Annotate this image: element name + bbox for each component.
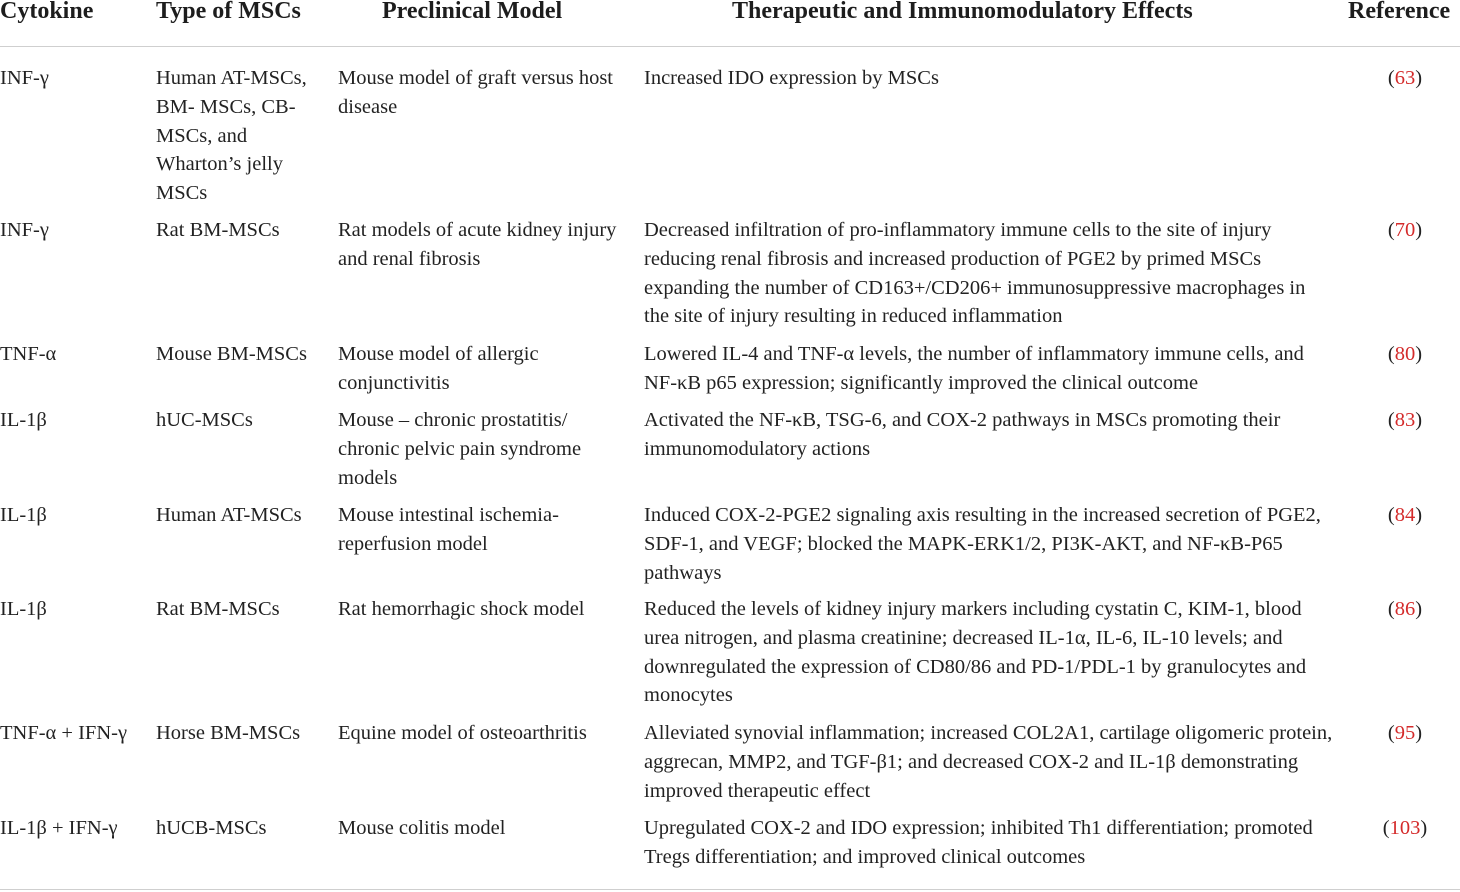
table-row xyxy=(0,340,1460,406)
model-cell: Equine model of osteoarthritis xyxy=(338,722,587,744)
table-row xyxy=(0,216,1460,340)
reference-cell: (84) xyxy=(1387,504,1423,526)
msc-type-cell: hUCB-MSCs xyxy=(156,817,267,839)
cytokine-cell: IL-1β + IFN-γ xyxy=(0,817,118,839)
effects-cell: Activated the NF-κB, TSG-6, and COX-2 pathways in MSCs promoting their immunomodulatory actions xyxy=(644,409,1281,460)
table-row xyxy=(0,406,1460,501)
reference-cell: (95) xyxy=(1387,722,1423,744)
msc-type-cell: Rat BM-MSCs xyxy=(156,219,280,241)
msc-type-cell: Horse BM-MSCs xyxy=(156,722,301,744)
table-header xyxy=(0,0,1460,47)
reference-link[interactable]: 86 xyxy=(1394,598,1416,620)
effects-cell: Upregulated COX-2 and IDO expression; inhibited Th1 differentiation; promoted Tregs differentiation; and improved clinical outcomes xyxy=(644,817,1313,868)
header-reference: Reference xyxy=(1348,0,1451,24)
cytokine-cell: INF-γ xyxy=(0,219,49,241)
effects-cell: Decreased infiltration of pro-inflammatory immune cells to the site of injury reducing renal fibrosis and increased production of PGE2 by primed MSCs expanding the number of CD163+/CD206+ immunosuppressive macrophages in the site of injury resulting in reduced inflammation xyxy=(644,219,1306,328)
cytokine-cell: TNF-α + IFN-γ xyxy=(0,722,128,744)
reference-link[interactable]: 80 xyxy=(1394,343,1416,365)
effects-cell: Increased IDO expression by MSCs xyxy=(644,67,939,89)
model-cell: Rat hemorrhagic shock model xyxy=(338,598,585,620)
model-cell: Mouse model of graft versus host disease xyxy=(338,67,613,118)
msc-type-cell: hUC-MSCs xyxy=(156,409,253,431)
model-cell: Mouse colitis model xyxy=(338,817,506,839)
table-bottom-rule xyxy=(0,889,1460,890)
table-row xyxy=(0,595,1460,719)
header-cytokine: Cytokine xyxy=(0,0,94,24)
effects-cell: Reduced the levels of kidney injury markers including cystatin C, KIM-1, blood urea nitrogen, and plasma creatinine; decreased IL-1α, IL-6, IL-10 levels; and downregulated the expression of CD80/86 and PD-1/PDL-1 by granulocytes and monocytes xyxy=(644,598,1307,707)
table-row xyxy=(0,501,1460,595)
reference-cell: (103) xyxy=(1382,817,1428,839)
reference-link[interactable]: 83 xyxy=(1394,409,1416,431)
reference-link[interactable]: 63 xyxy=(1394,67,1416,89)
reference-cell: (83) xyxy=(1387,409,1423,431)
cytokine-cell: TNF-α xyxy=(0,343,57,365)
cytokine-cell: IL-1β xyxy=(0,598,47,620)
model-cell: Mouse intestinal ischemia-reperfusion model xyxy=(338,504,559,555)
table-row xyxy=(0,719,1460,814)
effects-cell: Alleviated synovial inflammation; increased COL2A1, cartilage oligomeric protein, aggrecan, MMP2, and TGF-β1; and decreased COX-2 and IL-1β demonstrating improved therapeutic effect xyxy=(644,722,1333,802)
effects-cell: Lowered IL-4 and TNF-α levels, the number of inflammatory immune cells, and NF-κB p65 expression; significantly improved the clinical outcome xyxy=(644,343,1304,394)
reference-cell: (86) xyxy=(1387,598,1423,620)
header-effects: Therapeutic and Immunomodulatory Effects xyxy=(732,0,1193,24)
effects-cell: Induced COX-2-PGE2 signaling axis resulting in the increased secretion of PGE2, SDF-1, and VEGF; blocked the MAPK-ERK1/2, PI3K-AKT, and NF-κB-P65 pathways xyxy=(644,504,1321,584)
reference-link[interactable]: 70 xyxy=(1394,219,1416,241)
model-cell: Mouse – chronic prostatitis/ chronic pelvic pain syndrome models xyxy=(338,409,582,489)
reference-link[interactable]: 103 xyxy=(1389,817,1421,839)
reference-cell: (70) xyxy=(1387,219,1423,241)
cytokine-cell: IL-1β xyxy=(0,504,47,526)
model-cell: Rat models of acute kidney injury and renal fibrosis xyxy=(338,219,617,270)
cytokine-cell: INF-γ xyxy=(0,67,49,89)
msc-type-cell: Rat BM-MSCs xyxy=(156,598,280,620)
table-row xyxy=(0,64,1460,216)
msc-type-cell: Mouse BM-MSCs xyxy=(156,343,307,365)
header-preclinical-model: Preclinical Model xyxy=(382,0,563,24)
msc-type-cell: Human AT-MSCs xyxy=(156,504,302,526)
reference-link[interactable]: 95 xyxy=(1394,722,1416,744)
table-row xyxy=(0,814,1460,880)
reference-cell: (63) xyxy=(1387,67,1423,89)
msc-type-cell: Human AT-MSCs, BM- MSCs, CB-MSCs, and Wharton’s jelly MSCs xyxy=(156,67,307,205)
reference-cell: (80) xyxy=(1387,343,1423,365)
reference-link[interactable]: 84 xyxy=(1394,504,1416,526)
cytokine-cell: IL-1β xyxy=(0,409,47,431)
model-cell: Mouse model of allergic conjunctivitis xyxy=(338,343,539,394)
header-msc-type: Type of MSCs xyxy=(156,0,301,24)
